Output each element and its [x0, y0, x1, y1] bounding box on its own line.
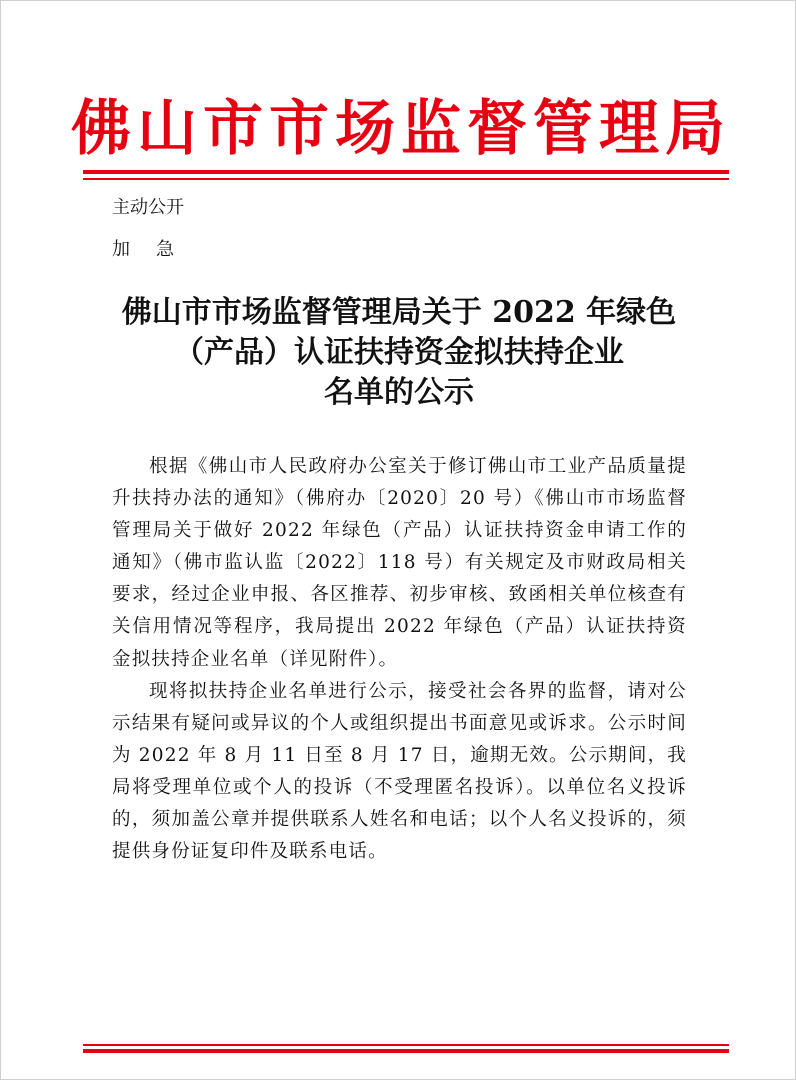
agency-masthead: 佛山市市场监督管理局 [71, 94, 731, 164]
body-paragraph-1: 根据《佛山市人民政府办公室关于修订佛山市工业产品质量提升扶持办法的通知》（佛府办〔2020〕20 号）《佛山市市场监督管理局关于做好 2022 年绿色（产品）认证扶持资金申请工作的通知》（佛市监认监〔2022〕118 号）有关规定及市财政局相关要求，经过企业申报、各区推荐、初步审核、致函相关单位核查有关信用情况等程序，我局提出 2022 年绿色（产品）认证扶持资金拟扶持企业名单（详见附件）。 [112, 456, 687, 670]
title-line-1: 佛山市市场监督管理局关于 2022 年绿色 [121, 295, 677, 330]
document-title [99, 293, 699, 413]
urgency-char-1: 加 [112, 239, 130, 260]
document-body [112, 451, 687, 868]
title-line-2: （产品）认证扶持资金拟扶持企业 [174, 335, 624, 370]
header-red-rule-thick [83, 170, 729, 174]
footer-red-rule-thin [83, 1044, 729, 1046]
disclosure-label: 主动公开 [112, 197, 184, 218]
body-paragraph-2: 现将拟扶持企业名单进行公示，接受社会各界的监督，请对公示结果有疑问或异议的个人或组织提出书面意见或诉求。公示时间为 2022 年 8 月 11 日至 8 月 17 日，逾期无效。公示期间，我局将受理单位或个人的投诉（不受理匿名投诉）。以单位名义投诉的，须加盖公章并提供联系人姓名和电话；以个人名义投诉的，须提供身份证复印件及联系电话。 [112, 680, 687, 863]
header-red-rule-thin [83, 178, 729, 180]
urgency-char-2: 急 [156, 239, 174, 260]
footer-red-rule-thick [83, 1049, 729, 1053]
urgency-label [112, 235, 174, 261]
title-line-3: 名单的公示 [324, 375, 474, 410]
